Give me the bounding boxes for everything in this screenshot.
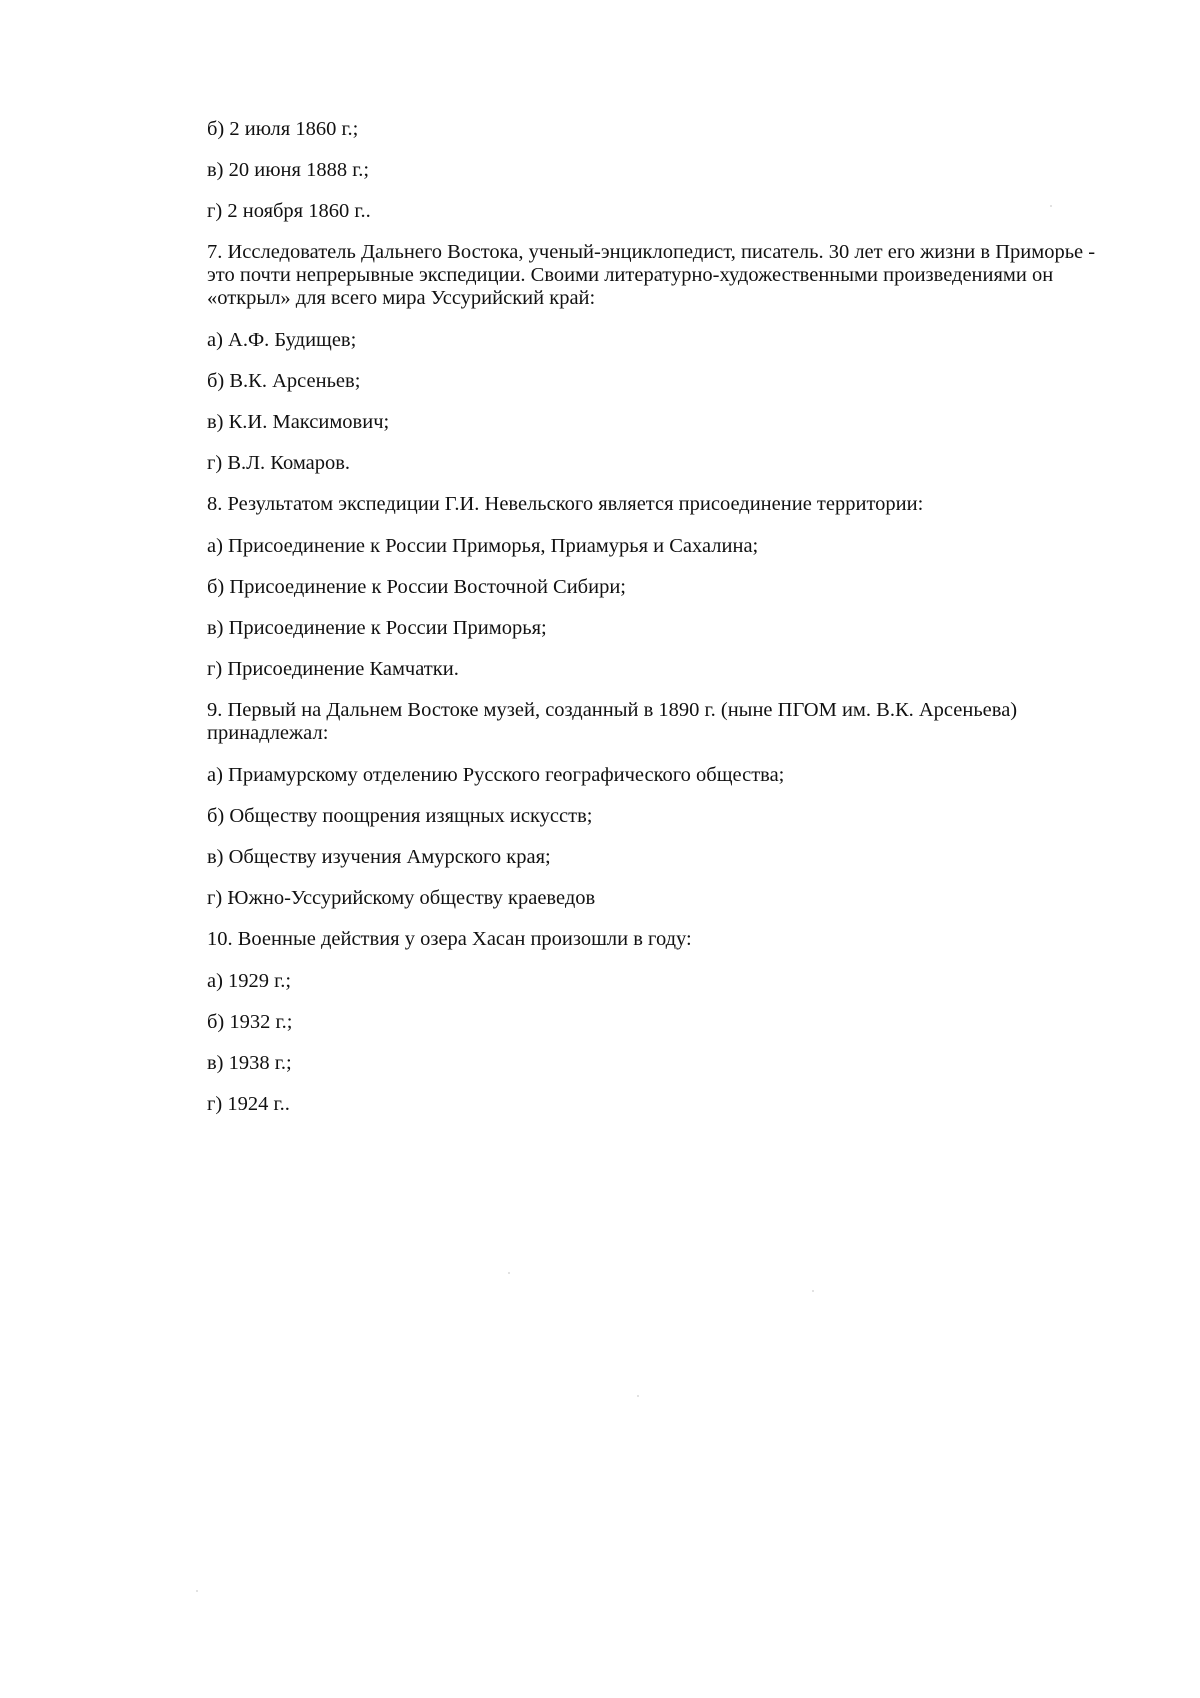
answer-option: в) Присоединение к России Приморья; xyxy=(207,617,547,639)
answer-option: г) Присоединение Камчатки. xyxy=(207,658,459,680)
question-7: 7. Исследователь Дальнего Востока, ученый-энциклопедист, писатель. 30 лет его жизни в Приморье - это почти непрерывные экспедиции. Своими литературно-художественными произведениями он «открыл» для всего мира Уссурийский край: xyxy=(207,241,1096,309)
answer-option: в) 20 июня 1888 г.; xyxy=(207,159,370,181)
answer-option: в) Обществу изучения Амурского края; xyxy=(207,846,551,868)
answer-option: б) Присоединение к России Восточной Сибири; xyxy=(207,576,626,598)
answer-option: б) 1932 г.; xyxy=(207,1011,293,1033)
answer-option: а) Присоединение к России Приморья, Приамурья и Сахалина; xyxy=(207,535,759,557)
answer-option: б) 2 июля 1860 г.; xyxy=(207,118,359,140)
scan-speck xyxy=(508,1272,510,1274)
scan-speck xyxy=(1050,205,1052,207)
scan-speck xyxy=(637,1395,639,1397)
answer-option: г) Южно-Уссурийскому обществу краеведов xyxy=(207,887,596,909)
document-body xyxy=(207,118,1107,1134)
answer-option: в) К.И. Максимович; xyxy=(207,411,390,433)
question-10: 10. Военные действия у озера Хасан произошли в году: xyxy=(207,928,692,950)
answer-option: б) В.К. Арсеньев; xyxy=(207,370,361,392)
answer-option: в) 1938 г.; xyxy=(207,1052,292,1074)
question-9: 9. Первый на Дальнем Востоке музей, созданный в 1890 г. (ныне ПГОМ им. В.К. Арсеньева) принадлежал: xyxy=(207,699,1018,744)
answer-option: а) Приамурскому отделению Русского географического общества; xyxy=(207,764,785,786)
answer-option: а) 1929 г.; xyxy=(207,970,292,992)
answer-option: а) А.Ф. Будищев; xyxy=(207,329,357,351)
scan-speck xyxy=(196,1590,198,1592)
question-8: 8. Результатом экспедиции Г.И. Невельского является присоединение территории: xyxy=(207,493,924,515)
answer-option: г) 2 ноября 1860 г.. xyxy=(207,200,371,222)
scan-speck xyxy=(812,1290,814,1292)
answer-option: б) Обществу поощрения изящных искусств; xyxy=(207,805,593,827)
answer-option: г) 1924 г.. xyxy=(207,1093,290,1115)
answer-option: г) В.Л. Комаров. xyxy=(207,452,351,474)
